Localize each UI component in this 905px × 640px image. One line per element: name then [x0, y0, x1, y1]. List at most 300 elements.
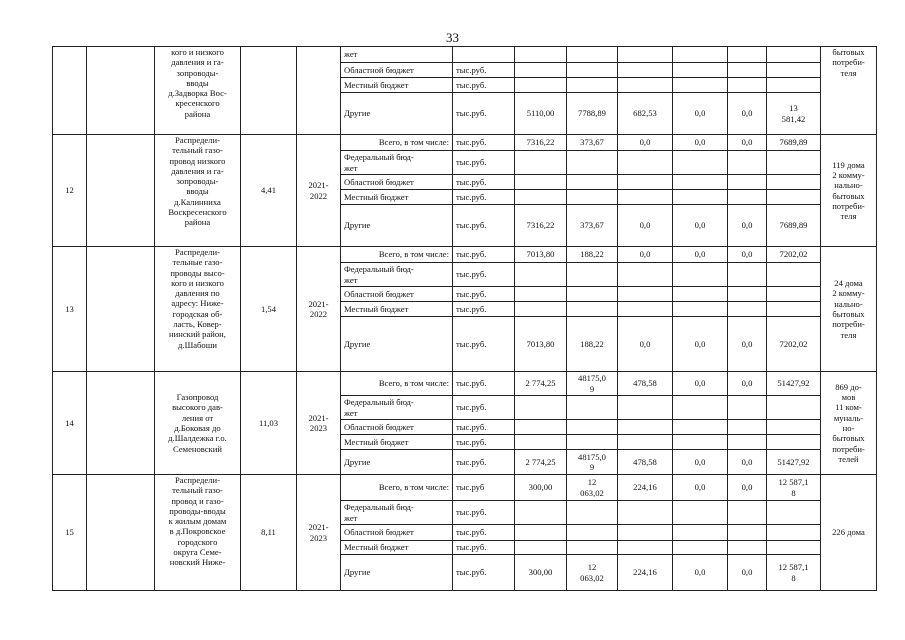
value-cell — [672, 474, 728, 501]
unit-cell — [452, 134, 515, 151]
unit-cell-text: тыс.руб. — [456, 303, 487, 314]
unit-cell — [452, 174, 515, 190]
value-cell — [766, 301, 821, 317]
unit-cell — [452, 204, 515, 247]
page-number: 33 — [446, 30, 459, 45]
value-cell — [727, 77, 767, 93]
value-cell-text: 0,0 — [741, 220, 753, 231]
row-number-text: 12 — [65, 185, 74, 196]
value-cell — [617, 262, 673, 287]
object-name-text: кого и низкого давления и га- зопроводы- вводы д.Задворка Вос- кресенского района — [168, 47, 227, 119]
value-cell — [727, 301, 767, 317]
value-cell-text: 5110,00 — [526, 108, 555, 119]
object-name — [154, 371, 241, 475]
value-cell — [672, 77, 728, 93]
funding-source — [340, 554, 453, 591]
unit-cell — [452, 262, 515, 287]
value-cell — [727, 134, 767, 151]
row-number — [52, 246, 87, 372]
unit-cell — [452, 189, 515, 205]
value-cell — [514, 46, 567, 63]
row-number — [52, 474, 87, 591]
object-name — [154, 246, 241, 372]
value-cell-text: 0,0 — [741, 338, 753, 349]
length-cell-text: 8,11 — [261, 527, 276, 538]
object-name — [154, 474, 241, 591]
value-cell-text: 7013,80 — [526, 338, 555, 349]
value-cell — [617, 189, 673, 205]
value-cell — [766, 449, 821, 475]
value-cell-text: 0,0 — [741, 249, 753, 260]
length-cell — [240, 246, 297, 372]
funding-source-text: Местный бюджет — [344, 79, 409, 90]
funding-source-text: Другие — [344, 220, 371, 231]
funding-source — [340, 62, 453, 78]
value-cell — [672, 189, 728, 205]
funding-source-text: Другие — [344, 567, 371, 578]
unit-cell — [452, 46, 515, 63]
unit-cell-text: тыс.руб. — [456, 220, 487, 231]
value-cell — [617, 540, 673, 555]
value-cell-text: 0,0 — [741, 567, 753, 578]
value-cell-text: 0,0 — [639, 249, 651, 260]
funding-source — [340, 46, 453, 63]
value-cell-text: 0,0 — [639, 338, 651, 349]
funding-source — [340, 189, 453, 205]
funding-source — [340, 150, 453, 175]
unit-cell — [452, 92, 515, 135]
value-cell — [566, 434, 618, 450]
value-cell — [617, 500, 673, 525]
value-cell-text: 0,0 — [694, 338, 706, 349]
funding-source — [340, 246, 453, 263]
value-cell — [672, 371, 728, 396]
funding-source-text: Местный бюджет — [344, 436, 409, 447]
value-cell — [617, 150, 673, 175]
value-cell — [672, 395, 728, 420]
value-cell — [566, 262, 618, 287]
funding-source — [340, 174, 453, 190]
value-cell-text: 7013,80 — [526, 249, 555, 260]
object-name — [154, 46, 241, 135]
row-number — [52, 134, 87, 247]
value-cell — [566, 474, 618, 501]
period-cell-text: 2021- 2023 — [308, 412, 329, 433]
value-cell — [766, 189, 821, 205]
value-cell-text: 0,0 — [639, 137, 651, 148]
value-cell — [566, 524, 618, 541]
funding-source-text: Всего, в том числе: — [378, 378, 449, 389]
unit-cell-text: тыс.руб. — [456, 157, 487, 168]
value-cell — [727, 316, 767, 372]
value-cell — [514, 540, 567, 555]
value-cell — [514, 150, 567, 175]
unit-cell — [452, 540, 515, 555]
unit-cell-text: тыс.руб. — [456, 249, 487, 260]
value-cell-text: 0,0 — [741, 482, 753, 493]
unit-cell — [452, 395, 515, 420]
funding-source — [340, 316, 453, 372]
value-cell — [617, 371, 673, 396]
value-cell — [672, 449, 728, 475]
value-cell-text: 224,16 — [633, 482, 657, 493]
value-cell-text: 13 581,42 — [781, 103, 806, 124]
value-cell-text: 0,0 — [694, 482, 706, 493]
value-cell-text: 478,58 — [633, 456, 657, 467]
value-cell — [566, 150, 618, 175]
object-name-text: Газопровод высокого дав- ления от д.Боковая до д.Шалдежка г.о. Семеновский — [168, 392, 227, 454]
value-cell-text: 0,0 — [741, 137, 753, 148]
result-cell-text: 24 дома 2 комму- нально- бытовых потреби- теля — [832, 278, 865, 340]
value-cell — [672, 554, 728, 591]
value-cell — [617, 246, 673, 263]
funding-source — [340, 434, 453, 450]
unit-cell-text: тыс.руб — [456, 482, 485, 493]
length-cell-text: 11,03 — [258, 417, 279, 428]
value-cell — [514, 174, 567, 190]
funding-source-text: Федеральный бюд- жет — [344, 152, 414, 173]
length-cell-text: 1,54 — [260, 303, 277, 314]
value-cell — [566, 62, 618, 78]
value-cell — [514, 262, 567, 287]
value-cell — [566, 286, 618, 302]
value-cell — [672, 434, 728, 450]
funding-source-text: Областной бюджет — [344, 527, 414, 538]
period-cell-text: 2021- 2023 — [308, 522, 329, 543]
value-cell — [566, 46, 618, 63]
unit-cell — [452, 474, 515, 501]
value-cell — [617, 92, 673, 135]
period-cell — [296, 46, 341, 135]
row-number-text: 15 — [65, 527, 74, 538]
value-cell — [617, 316, 673, 372]
funding-source — [340, 395, 453, 420]
period-cell — [296, 134, 341, 247]
value-cell — [672, 246, 728, 263]
value-cell — [514, 286, 567, 302]
value-cell — [566, 449, 618, 475]
value-cell — [566, 301, 618, 317]
result-cell — [820, 134, 877, 247]
value-cell — [617, 434, 673, 450]
value-cell-text: 51427,92 — [777, 456, 810, 467]
value-cell — [766, 77, 821, 93]
unit-cell-text: тыс.руб. — [456, 176, 487, 187]
blank-cell — [86, 371, 155, 475]
value-cell-text: 7202,02 — [779, 338, 808, 349]
value-cell-text: 0,0 — [639, 220, 651, 231]
unit-cell — [452, 246, 515, 263]
value-cell — [617, 134, 673, 151]
value-cell — [727, 434, 767, 450]
unit-cell — [452, 449, 515, 475]
unit-cell — [452, 286, 515, 302]
funding-source — [340, 301, 453, 317]
result-cell-text: 869 до- мов 11 ком- муналь- но- бытовых потреби- телей — [832, 381, 865, 464]
unit-cell-text: тыс.руб. — [456, 507, 487, 518]
value-cell-text: 7788,89 — [578, 108, 606, 119]
value-cell — [766, 395, 821, 420]
funding-source-text: Федеральный бюд- жет — [344, 397, 414, 418]
value-cell — [727, 419, 767, 435]
value-cell-text: 0,0 — [741, 378, 753, 389]
value-cell-text: 48175,0 9 — [578, 373, 606, 394]
blank-cell — [86, 474, 155, 591]
object-name — [154, 134, 241, 247]
unit-cell-text: тыс.руб. — [456, 137, 487, 148]
value-cell — [514, 395, 567, 420]
value-cell — [617, 174, 673, 190]
value-cell — [514, 524, 567, 541]
funding-source — [340, 371, 453, 396]
value-cell — [727, 204, 767, 247]
value-cell — [727, 262, 767, 287]
value-cell — [617, 554, 673, 591]
unit-cell-text: тыс.руб. — [456, 64, 487, 75]
object-name-text: Распредели- тельные газо- проводы высо- кого и низкого давления по адресу: Ниже- городская об- ласть, Ковер- нинский район, д.Шабоши — [169, 247, 226, 350]
unit-cell-text: тыс.руб. — [456, 108, 487, 119]
value-cell — [766, 434, 821, 450]
value-cell — [727, 174, 767, 190]
value-cell-text: 0,0 — [694, 378, 706, 389]
funding-source-text: Областной бюджет — [344, 288, 414, 299]
value-cell-text: 0,0 — [694, 567, 706, 578]
value-cell-text: 0,0 — [694, 456, 706, 467]
value-cell-text: 0,0 — [694, 137, 706, 148]
value-cell — [727, 540, 767, 555]
unit-cell — [452, 434, 515, 450]
value-cell — [566, 316, 618, 372]
funding-source-text: Другие — [344, 108, 371, 119]
value-cell — [617, 524, 673, 541]
blank-cell — [86, 46, 155, 135]
unit-cell — [452, 524, 515, 541]
value-cell — [514, 62, 567, 78]
blank-cell — [86, 134, 155, 247]
value-cell — [727, 150, 767, 175]
funding-source-text: жет — [344, 49, 358, 60]
value-cell — [766, 554, 821, 591]
length-cell-text: 4,41 — [260, 185, 277, 196]
funding-source-text: Другие — [344, 456, 371, 467]
funding-source-text: Всего, в том числе: — [378, 482, 449, 493]
value-cell-text: 7316,22 — [526, 137, 555, 148]
value-cell-text: 188,22 — [580, 249, 604, 260]
funding-source — [340, 500, 453, 525]
value-cell — [514, 134, 567, 151]
value-cell — [514, 246, 567, 263]
value-cell — [617, 419, 673, 435]
value-cell — [514, 77, 567, 93]
value-cell — [514, 371, 567, 396]
value-cell — [566, 204, 618, 247]
value-cell — [672, 262, 728, 287]
unit-cell-text: тыс.руб. — [456, 567, 487, 578]
unit-cell — [452, 301, 515, 317]
value-cell — [672, 204, 728, 247]
unit-cell — [452, 419, 515, 435]
result-cell — [820, 474, 877, 591]
value-cell — [514, 500, 567, 525]
value-cell — [766, 62, 821, 78]
value-cell — [766, 316, 821, 372]
value-cell — [727, 371, 767, 396]
unit-cell-text: тыс.руб. — [456, 456, 487, 467]
value-cell — [514, 449, 567, 475]
value-cell — [514, 419, 567, 435]
value-cell — [727, 554, 767, 591]
value-cell — [617, 62, 673, 78]
value-cell — [514, 92, 567, 135]
result-cell — [820, 46, 877, 135]
value-cell-text: 0,0 — [694, 220, 706, 231]
value-cell — [672, 174, 728, 190]
investment-table — [0, 46, 905, 638]
value-cell — [672, 286, 728, 302]
value-cell — [514, 301, 567, 317]
value-cell-text: 12 587,1 8 — [778, 477, 809, 498]
value-cell — [566, 77, 618, 93]
value-cell-text: 0,0 — [694, 249, 706, 260]
value-cell — [766, 500, 821, 525]
value-cell — [672, 316, 728, 372]
funding-source-text: Всего, в том числе: — [378, 249, 449, 260]
value-cell-text: 0,0 — [741, 456, 753, 467]
row-number-text: 14 — [65, 417, 74, 428]
value-cell — [672, 500, 728, 525]
unit-cell-text: тыс.руб. — [456, 542, 487, 553]
value-cell-text: 48175,0 9 — [578, 451, 606, 472]
value-cell-text: 12 063,02 — [580, 562, 604, 583]
value-cell-text: 373,67 — [580, 137, 604, 148]
value-cell-text: 51427,92 — [777, 378, 810, 389]
value-cell — [566, 92, 618, 135]
funding-source — [340, 419, 453, 435]
value-cell — [727, 474, 767, 501]
unit-cell-text: тыс.руб. — [456, 378, 487, 389]
funding-source-text: Областной бюджет — [344, 176, 414, 187]
unit-cell — [452, 371, 515, 396]
unit-cell-text: тыс.руб. — [456, 338, 487, 349]
value-cell — [566, 246, 618, 263]
value-cell — [566, 419, 618, 435]
value-cell-text: 0,0 — [694, 108, 706, 119]
value-cell-text: 12 587,1 8 — [778, 562, 809, 583]
value-cell-text: 478,58 — [633, 378, 657, 389]
value-cell — [617, 449, 673, 475]
value-cell — [766, 286, 821, 302]
value-cell — [566, 174, 618, 190]
funding-source — [340, 474, 453, 501]
length-cell — [240, 474, 297, 591]
length-cell — [240, 371, 297, 475]
value-cell — [514, 434, 567, 450]
value-cell — [566, 395, 618, 420]
unit-cell-text: тыс.руб. — [456, 421, 487, 432]
funding-source — [340, 540, 453, 555]
value-cell — [617, 46, 673, 63]
value-cell — [672, 150, 728, 175]
value-cell — [566, 540, 618, 555]
period-cell-text: 2021- 2022 — [308, 298, 329, 319]
value-cell — [766, 419, 821, 435]
funding-source-text: Всего, в том числе: — [378, 137, 449, 148]
value-cell — [672, 46, 728, 63]
period-cell-text: 2021- 2022 — [308, 180, 329, 201]
value-cell — [766, 540, 821, 555]
value-cell — [766, 46, 821, 63]
funding-source-text: Федеральный бюд- жет — [344, 264, 414, 285]
value-cell — [766, 204, 821, 247]
value-cell — [672, 62, 728, 78]
value-cell-text: 7689,89 — [779, 137, 808, 148]
result-cell-text: 226 дома — [832, 527, 865, 538]
unit-cell — [452, 500, 515, 525]
unit-cell-text: тыс.руб. — [456, 269, 487, 280]
funding-source — [340, 262, 453, 287]
length-cell — [240, 134, 297, 247]
value-cell-text: 300,00 — [528, 482, 553, 493]
unit-cell-text: тыс.руб. — [456, 191, 487, 202]
result-cell — [820, 371, 877, 475]
value-cell — [672, 540, 728, 555]
value-cell — [727, 189, 767, 205]
unit-cell-text: тыс.руб. — [456, 402, 487, 413]
value-cell — [766, 134, 821, 151]
value-cell — [566, 554, 618, 591]
value-cell-text: 300,00 — [528, 567, 553, 578]
funding-source-text: Федеральный бюд- жет — [344, 502, 414, 523]
object-name-text: Распредели- тельный газо- провод низкого давления и га- зопроводы- вводы д.Калинниха Воскресенского района — [168, 135, 227, 228]
value-cell — [672, 92, 728, 135]
value-cell — [617, 286, 673, 302]
value-cell — [727, 246, 767, 263]
value-cell — [566, 134, 618, 151]
value-cell — [766, 92, 821, 135]
value-cell-text: 12 063,02 — [580, 477, 604, 498]
funding-source-text: Местный бюджет — [344, 542, 409, 553]
value-cell — [672, 134, 728, 151]
value-cell — [727, 92, 767, 135]
funding-source — [340, 134, 453, 151]
value-cell — [727, 524, 767, 541]
value-cell-text: 2 774,25 — [525, 456, 556, 467]
value-cell-text: 373,67 — [580, 220, 604, 231]
value-cell — [514, 554, 567, 591]
value-cell — [617, 395, 673, 420]
value-cell-text: 682,53 — [633, 108, 657, 119]
funding-source-text: Областной бюджет — [344, 64, 414, 75]
value-cell — [672, 524, 728, 541]
value-cell — [672, 301, 728, 317]
value-cell — [766, 246, 821, 263]
funding-source-text: Другие — [344, 338, 371, 349]
value-cell — [672, 419, 728, 435]
value-cell — [727, 286, 767, 302]
funding-source — [340, 524, 453, 541]
funding-source — [340, 77, 453, 93]
value-cell — [617, 77, 673, 93]
result-cell — [820, 246, 877, 372]
value-cell — [766, 474, 821, 501]
unit-cell — [452, 77, 515, 93]
value-cell — [617, 301, 673, 317]
value-cell — [514, 204, 567, 247]
unit-cell — [452, 316, 515, 372]
funding-source — [340, 204, 453, 247]
period-cell — [296, 246, 341, 372]
row-number-text: 13 — [65, 303, 74, 314]
